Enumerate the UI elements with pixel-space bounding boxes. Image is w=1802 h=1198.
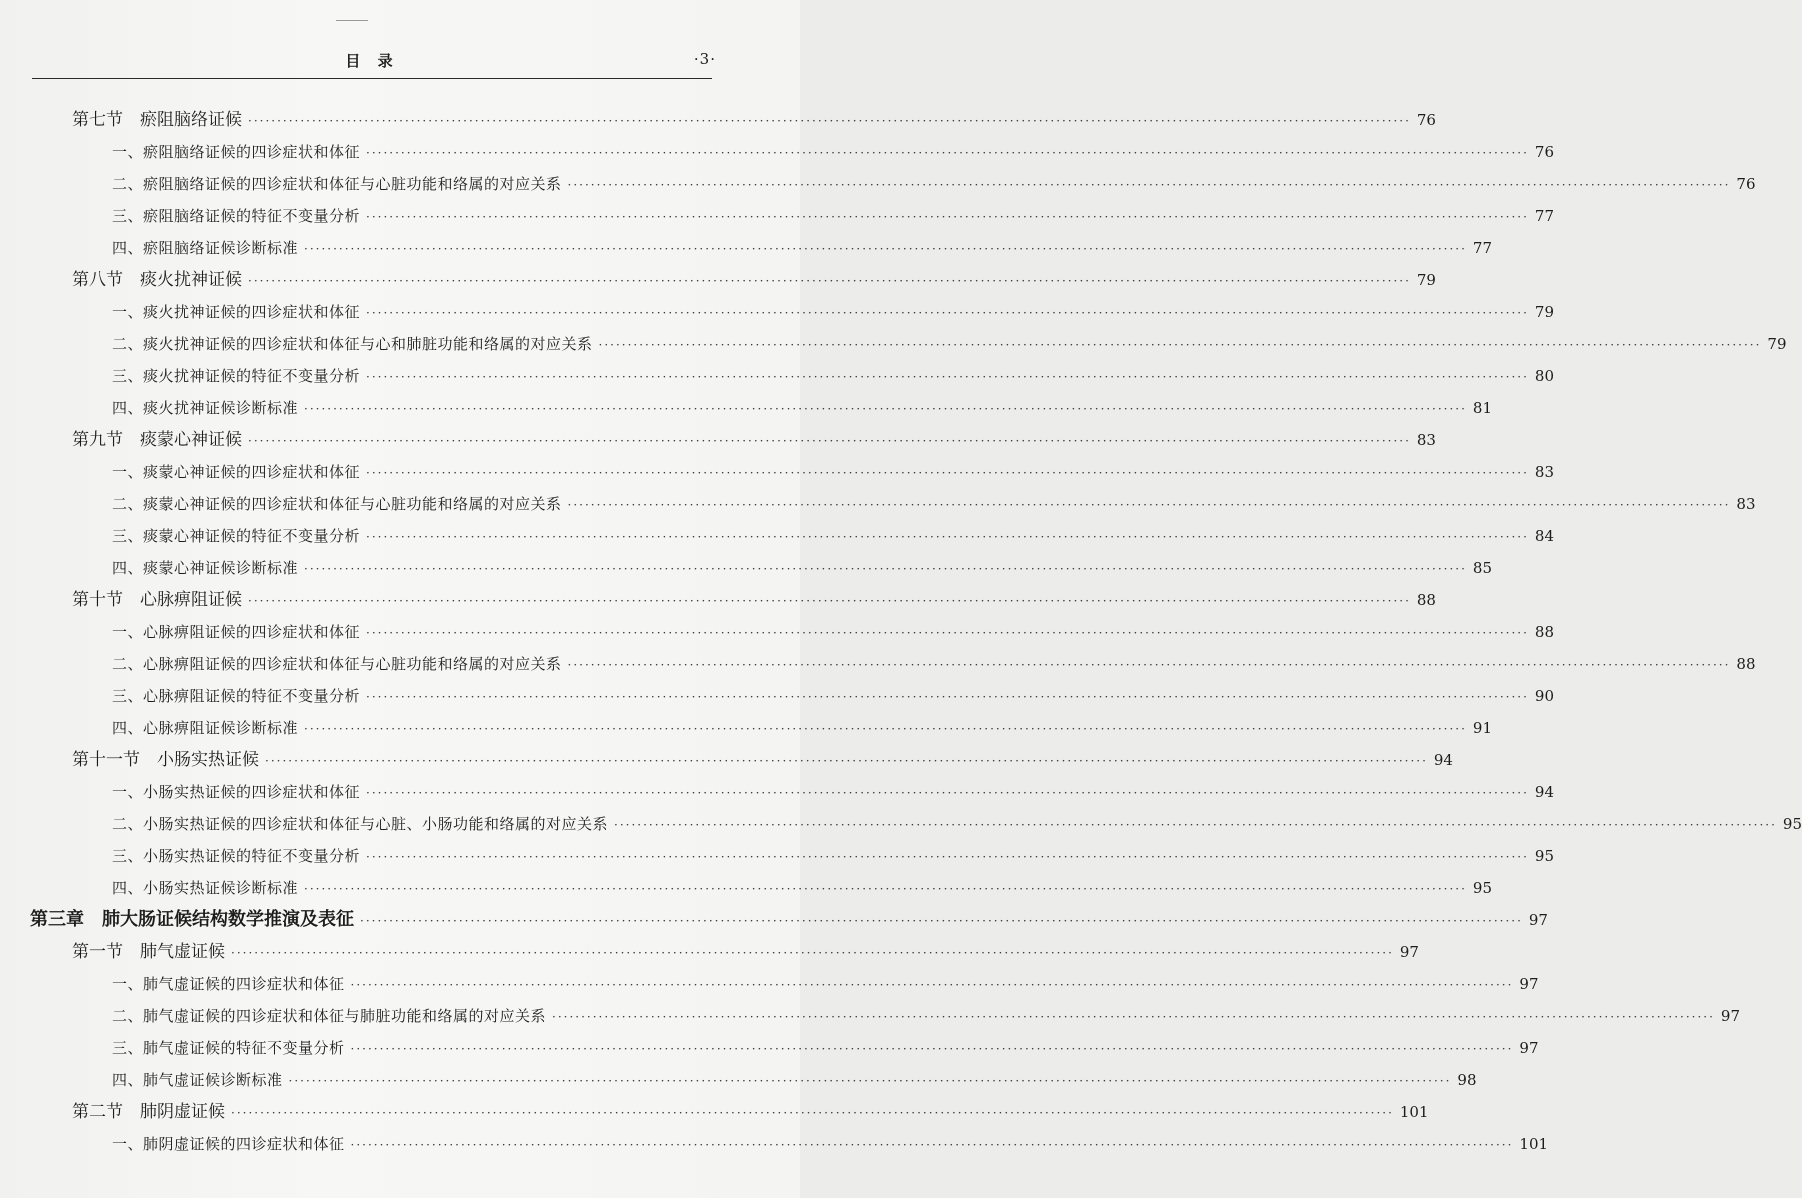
- toc-entry-page-number: 79: [1416, 271, 1436, 289]
- toc-leader-dots: ········································································································································································································: [304, 242, 1467, 256]
- toc-leader-dots: ········································································································································································································: [350, 1138, 1514, 1152]
- toc-entry-title: 第一节 肺气虚证候: [72, 942, 225, 962]
- toc-entry-title: 四、小肠实热证候诊断标准: [112, 879, 299, 897]
- toc-entry-page-number: 79: [1534, 303, 1554, 321]
- toc-leader-dots: ········································································································································································································: [231, 1106, 1394, 1120]
- toc-entry-title: 二、痰火扰神证候的四诊症状和体征与心和肺脏功能和络属的对应关系: [112, 335, 593, 353]
- toc-section-entry: [72, 936, 1419, 968]
- toc-entry-page-number: 97: [1519, 1039, 1539, 1057]
- toc-subsection-entry: [112, 648, 1756, 680]
- toc-section-entry: [72, 1096, 1429, 1128]
- toc-subsection-entry: [112, 488, 1756, 520]
- toc-entry-page-number: 80: [1534, 367, 1554, 385]
- toc-entry-page-number: 95: [1534, 847, 1554, 865]
- toc-entry-title: 第八节 痰火扰神证候: [72, 270, 242, 290]
- toc-entry-title: 二、心脉痹阻证候的四诊症状和体征与心脏功能和络属的对应关系: [112, 655, 562, 673]
- running-head-title: 目 录: [345, 52, 399, 70]
- toc-subsection-entry: [112, 392, 1492, 424]
- toc-entry-title: 四、瘀阻脑络证候诊断标准: [112, 239, 299, 257]
- toc-subsection-entry: [112, 360, 1554, 392]
- toc-entry-title: 三、瘀阻脑络证候的特征不变量分析: [112, 207, 361, 225]
- toc-entry-page-number: 76: [1416, 111, 1436, 129]
- toc-section-entry: [72, 584, 1436, 616]
- toc-entry-title: 一、小肠实热证候的四诊症状和体征: [112, 783, 361, 801]
- toc-entry-page-number: 101: [1399, 1103, 1429, 1121]
- toc-subsection-entry: [112, 680, 1554, 712]
- toc-section-entry: [72, 424, 1436, 456]
- toc-leader-dots: ········································································································································································································: [366, 786, 1529, 800]
- toc-entry-title: 二、痰蒙心神证候的四诊症状和体征与心脏功能和络属的对应关系: [112, 495, 562, 513]
- toc-subsection-entry: [112, 552, 1492, 584]
- toc-subsection-entry: [112, 232, 1492, 264]
- toc-entry-title: 一、心脉痹阻证候的四诊症状和体征: [112, 623, 361, 641]
- toc-entry-title: 一、肺阴虚证候的四诊症状和体征: [112, 1135, 345, 1153]
- toc-entry-page-number: 101: [1519, 1135, 1549, 1153]
- toc-entry-page-number: 83: [1534, 463, 1554, 481]
- toc-leader-dots: ········································································································································································································: [304, 562, 1467, 576]
- toc-entry-title: 第二节 肺阴虚证候: [72, 1102, 225, 1122]
- top-mark-line: [336, 20, 368, 21]
- toc-leader-dots: ········································································································································································································: [366, 370, 1529, 384]
- toc-entry-title: 一、痰火扰神证候的四诊症状和体征: [112, 303, 361, 321]
- toc-entry-page-number: 95: [1782, 815, 1802, 833]
- toc-entry-title: 第十节 心脉痹阻证候: [72, 590, 242, 610]
- toc-leader-dots: ········································································································································································································: [598, 338, 1762, 352]
- toc-subsection-entry: [112, 968, 1539, 1000]
- toc-entry-title: 二、肺气虚证候的四诊症状和体征与肺脏功能和络属的对应关系: [112, 1007, 547, 1025]
- toc-subsection-entry: [112, 808, 1802, 840]
- toc-leader-dots: ········································································································································································································: [231, 946, 1394, 960]
- toc-leader-dots: ········································································································································································································: [614, 818, 1777, 832]
- toc-leader-dots: ········································································································································································································: [248, 274, 1411, 288]
- toc-subsection-entry: [112, 1128, 1549, 1160]
- toc-leader-dots: ········································································································································································································: [304, 882, 1467, 896]
- toc-entry-title: 三、心脉痹阻证候的特征不变量分析: [112, 687, 361, 705]
- toc-entry-page-number: 97: [1528, 911, 1548, 929]
- toc-entry-page-number: 95: [1472, 879, 1492, 897]
- toc-leader-dots: ········································································································································································································: [366, 210, 1529, 224]
- toc-entry-page-number: 97: [1399, 943, 1419, 961]
- toc-leader-dots: ········································································································································································································: [360, 914, 1523, 928]
- toc-leader-dots: ········································································································································································································: [366, 306, 1529, 320]
- toc-subsection-entry: [112, 616, 1554, 648]
- toc-subsection-entry: [112, 168, 1756, 200]
- toc-entry-title: 三、痰蒙心神证候的特征不变量分析: [112, 527, 361, 545]
- toc-subsection-entry: [112, 712, 1492, 744]
- toc-entry-page-number: 94: [1534, 783, 1554, 801]
- toc-leader-dots: ········································································································································································································: [366, 146, 1529, 160]
- toc-leader-dots: ········································································································································································································: [248, 594, 1411, 608]
- toc-leader-dots: ········································································································································································································: [288, 1074, 1452, 1088]
- toc-leader-dots: ········································································································································································································: [304, 402, 1467, 416]
- toc-entry-title: 四、肺气虚证候诊断标准: [112, 1071, 283, 1089]
- toc-leader-dots: ········································································································································································································: [350, 978, 1514, 992]
- toc-leader-dots: ········································································································································································································: [265, 754, 1428, 768]
- toc-subsection-entry: [112, 136, 1554, 168]
- toc-entry-page-number: 83: [1736, 495, 1756, 513]
- toc-subsection-entry: [112, 1064, 1477, 1096]
- toc-leader-dots: ········································································································································································································: [567, 498, 1731, 512]
- toc-entry-title: 二、瘀阻脑络证候的四诊症状和体征与心脏功能和络属的对应关系: [112, 175, 562, 193]
- toc-entry-title: 四、痰蒙心神证候诊断标准: [112, 559, 299, 577]
- toc-entry-title: 三、痰火扰神证候的特征不变量分析: [112, 367, 361, 385]
- toc-entry-title: 四、心脉痹阻证候诊断标准: [112, 719, 299, 737]
- toc-entry-page-number: 76: [1736, 175, 1756, 193]
- toc-entry-page-number: 81: [1472, 399, 1492, 417]
- toc-entry-page-number: 83: [1416, 431, 1436, 449]
- toc-section-entry: [72, 104, 1436, 136]
- toc-subsection-entry: [112, 328, 1787, 360]
- toc-entry-page-number: 79: [1767, 335, 1787, 353]
- toc-entry-title: 一、瘀阻脑络证候的四诊症状和体征: [112, 143, 361, 161]
- toc-subsection-entry: [112, 520, 1554, 552]
- toc-subsection-entry: [112, 1000, 1740, 1032]
- toc-leader-dots: ········································································································································································································: [248, 434, 1411, 448]
- toc-leader-dots: ········································································································································································································: [366, 466, 1529, 480]
- toc-entry-title: 四、痰火扰神证候诊断标准: [112, 399, 299, 417]
- toc-entry-page-number: 77: [1472, 239, 1492, 257]
- toc-leader-dots: ········································································································································································································: [248, 114, 1411, 128]
- toc-subsection-entry: [112, 1032, 1539, 1064]
- toc-subsection-entry: [112, 840, 1554, 872]
- toc-subsection-entry: [112, 456, 1554, 488]
- toc-entry-page-number: 84: [1534, 527, 1554, 545]
- toc-leader-dots: ········································································································································································································: [304, 722, 1467, 736]
- toc-entry-title: 三、小肠实热证候的特征不变量分析: [112, 847, 361, 865]
- toc-entry-page-number: 97: [1720, 1007, 1740, 1025]
- toc-subsection-entry: [112, 872, 1492, 904]
- toc-entry-page-number: 94: [1433, 751, 1453, 769]
- running-head-page-number: ·3·: [693, 50, 716, 68]
- toc-entry-title: 二、小肠实热证候的四诊症状和体征与心脏、小肠功能和络属的对应关系: [112, 815, 609, 833]
- toc-leader-dots: ········································································································································································································: [366, 690, 1529, 704]
- toc-entry-title: 第七节 瘀阻脑络证候: [72, 110, 242, 130]
- toc-leader-dots: ········································································································································································································: [366, 626, 1529, 640]
- toc-entry-page-number: 85: [1472, 559, 1492, 577]
- toc-leader-dots: ········································································································································································································: [366, 850, 1529, 864]
- toc-entry-page-number: 77: [1534, 207, 1554, 225]
- toc-entry-title: 第十一节 小肠实热证候: [72, 750, 259, 770]
- toc-entry-page-number: 97: [1519, 975, 1539, 993]
- toc-entry-page-number: 88: [1416, 591, 1436, 609]
- toc-leader-dots: ········································································································································································································: [552, 1010, 1715, 1024]
- toc-section-entry: [72, 264, 1436, 296]
- toc-entry-title: 第三章 肺大肠证候结构数学推演及表征: [30, 909, 354, 930]
- toc-subsection-entry: [112, 776, 1554, 808]
- toc-subsection-entry: [112, 200, 1554, 232]
- running-head: [32, 44, 716, 79]
- toc-leader-dots: ········································································································································································································: [567, 178, 1731, 192]
- toc-entry-title: 第九节 痰蒙心神证候: [72, 430, 242, 450]
- toc-leader-dots: ········································································································································································································: [350, 1042, 1514, 1056]
- toc-leader-dots: ········································································································································································································: [366, 530, 1529, 544]
- toc-entry-page-number: 88: [1534, 623, 1554, 641]
- toc-entry-page-number: 90: [1534, 687, 1554, 705]
- toc-entry-page-number: 88: [1736, 655, 1756, 673]
- toc-entry-page-number: 76: [1534, 143, 1554, 161]
- toc-entry-title: 一、痰蒙心神证候的四诊症状和体征: [112, 463, 361, 481]
- toc-entry-page-number: 98: [1457, 1071, 1477, 1089]
- toc-subsection-entry: [112, 296, 1554, 328]
- toc-entry-title: 三、肺气虚证候的特征不变量分析: [112, 1039, 345, 1057]
- toc-section-entry: [72, 744, 1453, 776]
- toc-chapter-entry: [30, 904, 1548, 936]
- toc-leader-dots: ········································································································································································································: [567, 658, 1731, 672]
- toc-entry-title: 一、肺气虚证候的四诊症状和体征: [112, 975, 345, 993]
- toc-entry-page-number: 91: [1472, 719, 1492, 737]
